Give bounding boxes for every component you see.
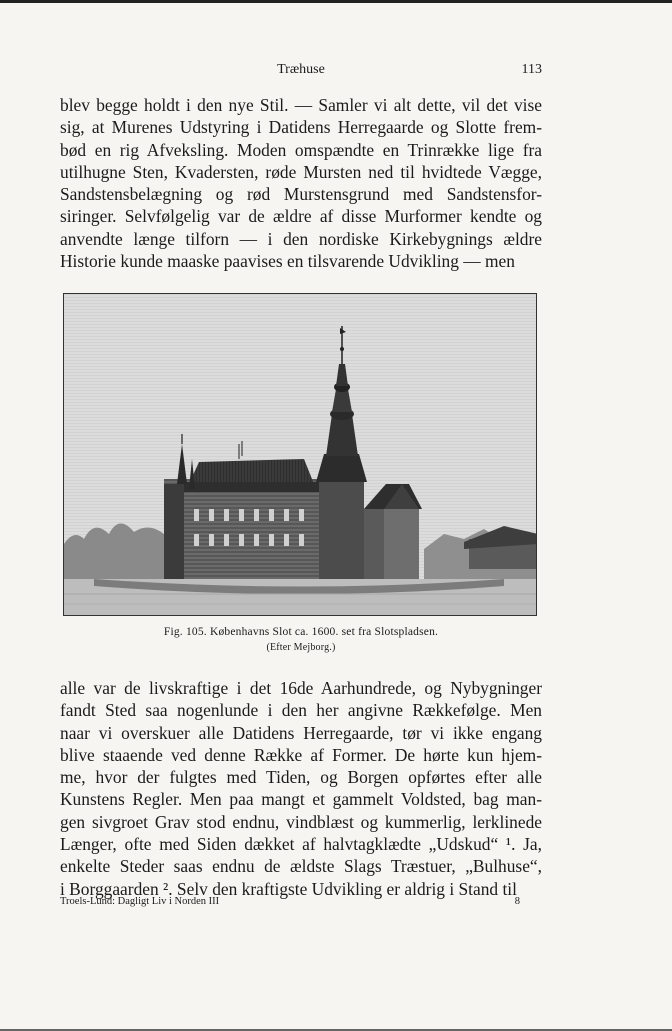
figure-source: (Efter Mejborg.) [266,642,336,653]
text-line: blev begge holdt i den nye Stil. — Samler vi alt dette, vil det vise [60,95,542,115]
text-line: Historie kunde maaske paavises en tilsvarende Udvikling — men [60,251,515,272]
text-line: utilhugne Sten, Kvadersten, røde Mursten ned til hvidtede Vægge, [60,161,542,182]
text-line: Sandstensbelægning og rød Murstensgrund med Sandstensfor- [60,184,542,205]
page-top-edge [0,0,672,3]
page-number: 113 [521,62,542,77]
running-title: Træhuse [277,62,325,77]
running-head [60,62,542,82]
figure-caption: Fig. 105. Københavns Slot ca. 1600. set fra Slotspladsen. [163,626,439,638]
castle-engraving [64,294,537,616]
paragraph-top [60,94,542,272]
text-line: Kunstens Regler. Men paa mangt et gammelt Voldsted, bag man- [60,789,542,810]
text-line: me, hvor der fulgtes med Tiden, og Borgen opførtes efter alle [60,767,542,788]
text-line: alle var de livskraftige i det 16de Aarhundrede, og Nybygninger [60,678,542,698]
text-line: Længer, ofte med Siden dækket af halvtagklædte „Udskud“ ¹. Ja, [60,834,542,855]
text-line: i Borggaarden ². Selv den kraftigste Udvikling er aldrig i Stand til [60,878,517,899]
page-footer [60,896,542,912]
text-line: siringer. Selvfølgelig var de ældre af disse Murformer kendte og [60,206,542,227]
text-line: sig, at Murenes Udstyring i Datidens Herregaarde og Slotte frem- [60,117,542,138]
paragraph-bottom [60,677,542,900]
text-line: anvendte længe tilforn — i den nordiske Kirkebygnings ældre [60,228,542,249]
text-line: naar vi overskuer alle Datidens Herregaarde, tør vi ikke engang [60,722,542,743]
text-line: enkelte Steder saas endnu de ældste Slags Træstuer, „Bulhuse“, [60,856,542,877]
text-line: fandt Sted saa nogenlunde i den her angivne Rækkefølge. Men [60,700,542,721]
footer-author-title: Troels-Lund: Dagligt Liv i Norden III [60,896,220,907]
text-line: blive staaende ved denne Række af Former. De hørte kun hjem- [60,744,542,765]
castle-illustration [63,293,537,616]
text-line: gen sivgroet Grav stod endnu, vindblæst og kummerlig, lerklinede [60,811,542,832]
signature-mark: 8 [514,896,520,907]
text-line: bød en rig Afveksling. Moden omspændte en Trinrække lige fra [60,139,542,160]
